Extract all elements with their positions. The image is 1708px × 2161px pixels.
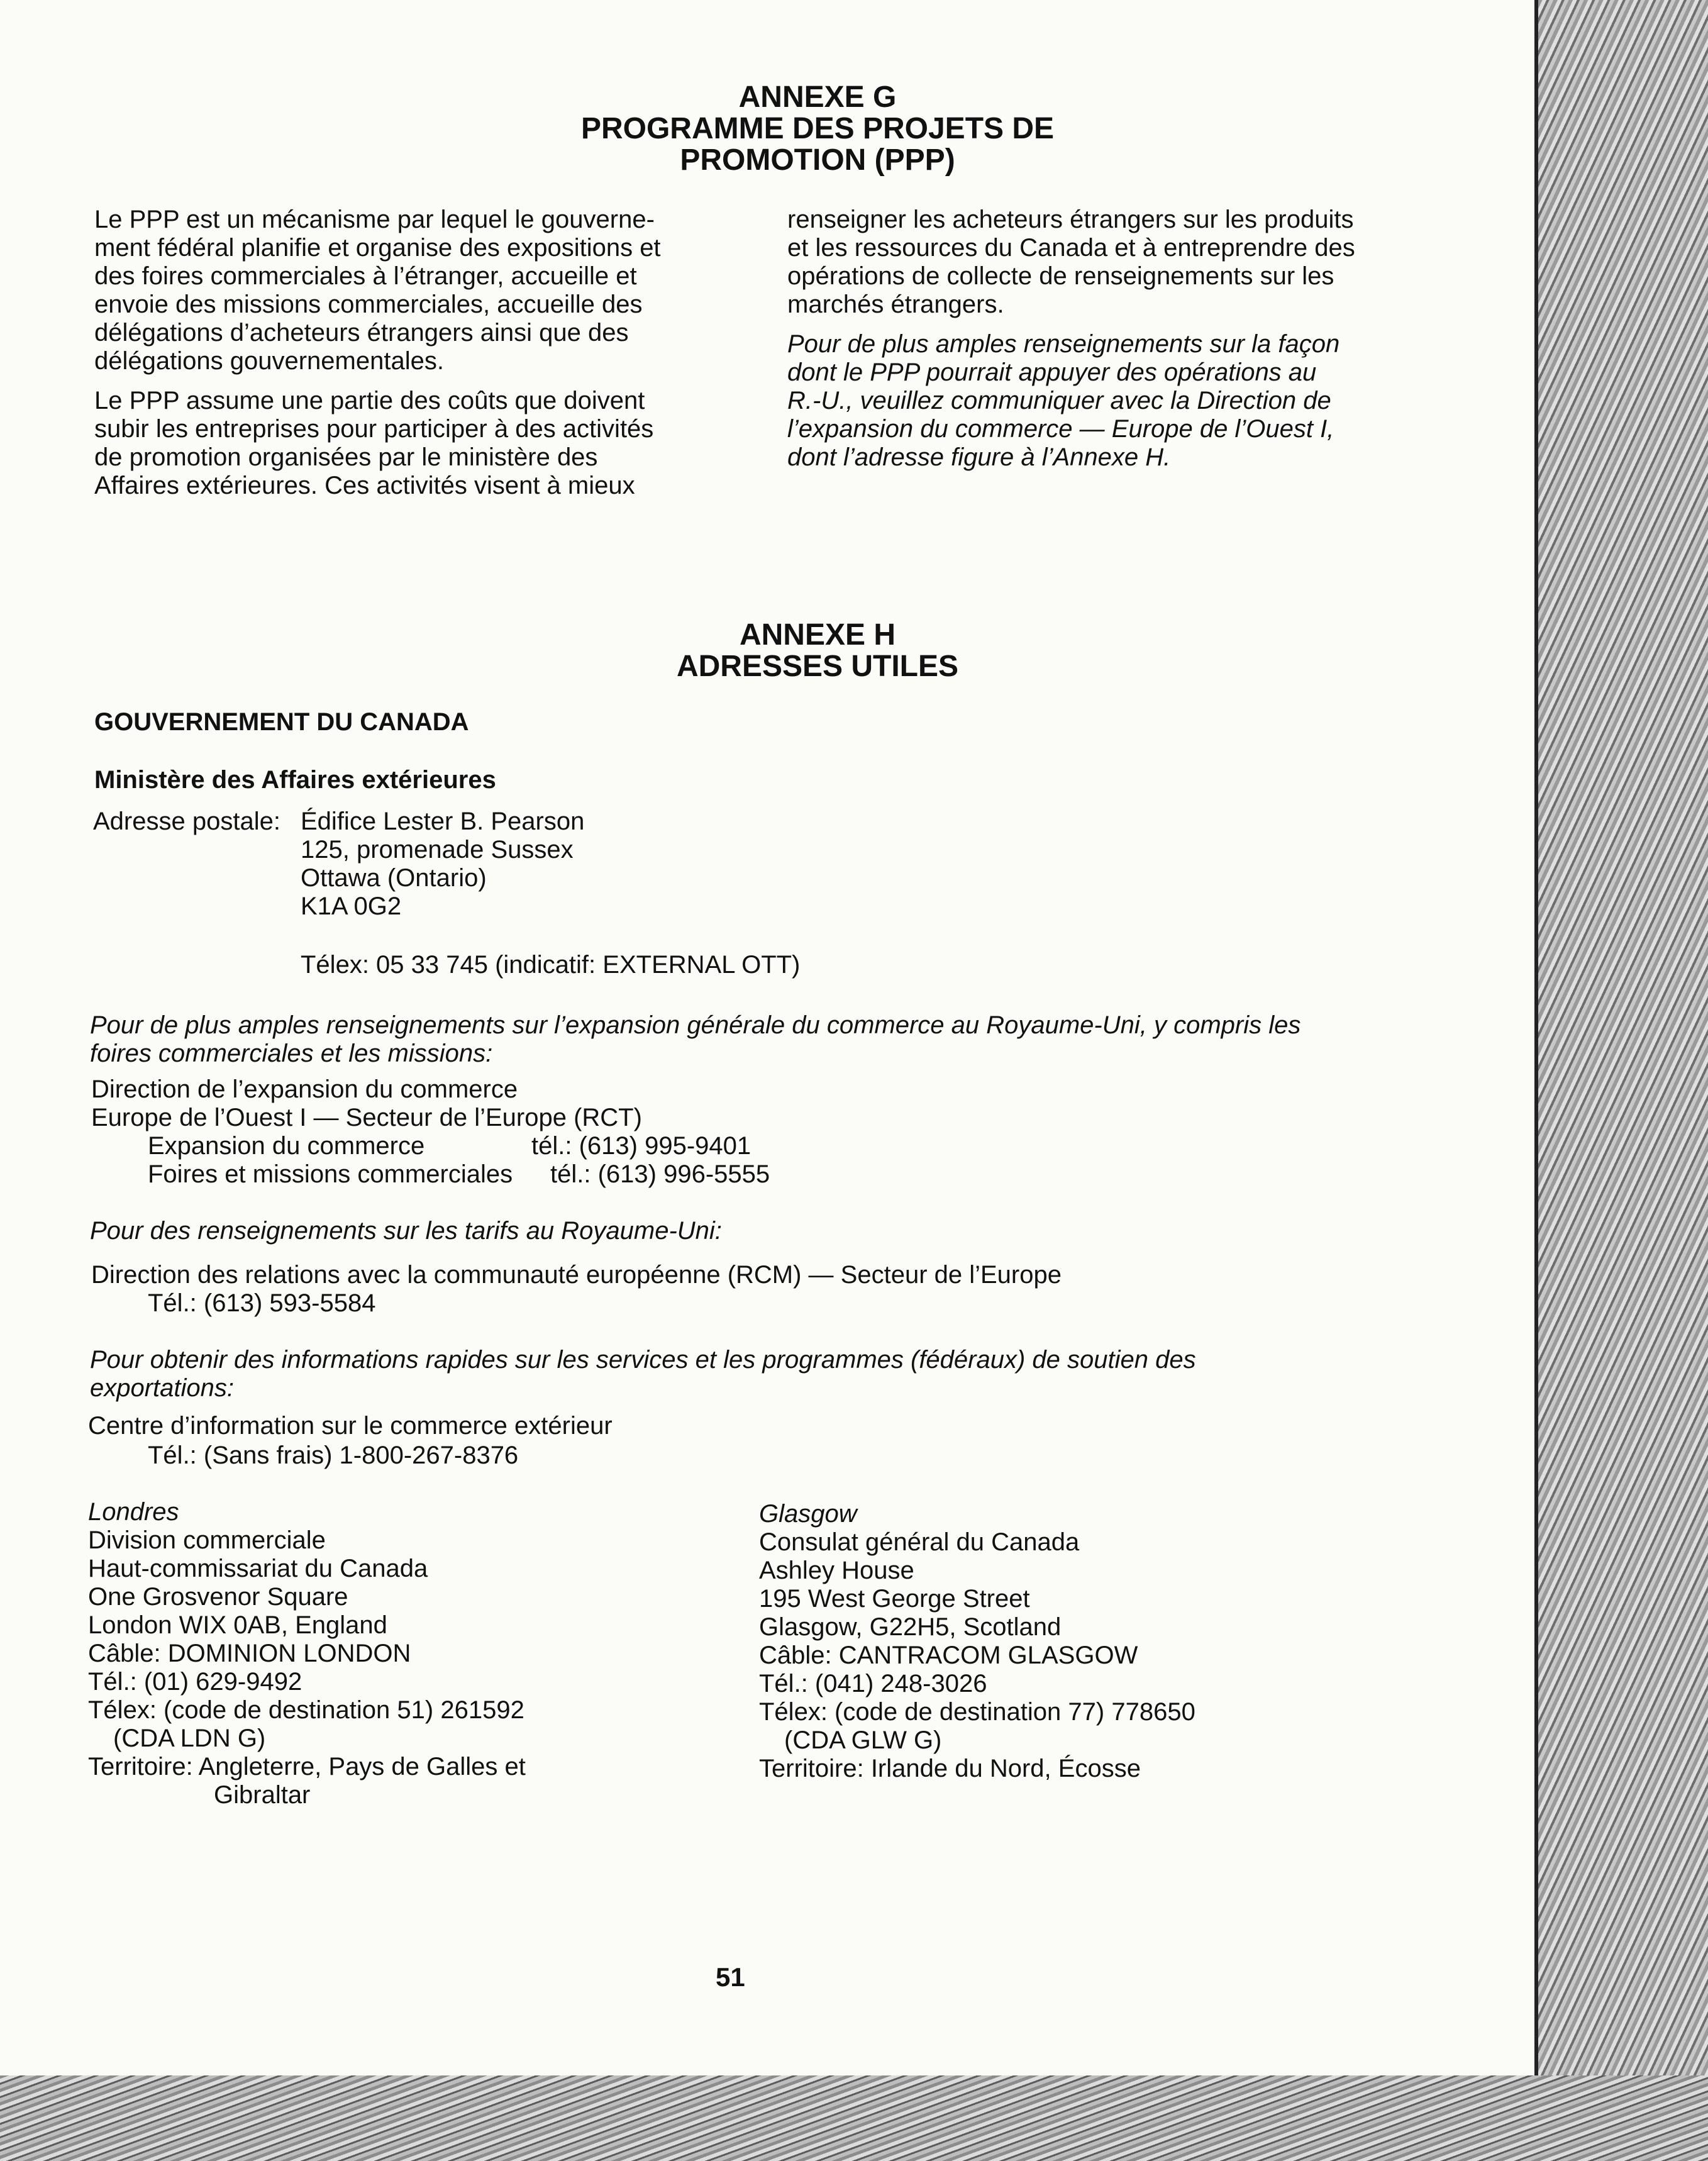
address-line: Câble: CANTRACOM GLASGOW — [759, 1642, 1138, 1669]
paragraph-line: R.-U., veuillez communiquer avec la Direction de — [787, 387, 1331, 414]
paragraph-line: dont l’adresse figure à l’Annexe H. — [787, 443, 1171, 471]
address-line: Télex: (code de destination 51) 261592 — [88, 1696, 524, 1724]
rcm-line: Direction des relations avec la communauté européenne (RCM) — Secteur de l’Europe — [91, 1261, 1062, 1289]
london-address — [88, 1498, 526, 1809]
paragraph-line: de promotion organisées par le ministère des — [94, 443, 598, 471]
page-number: 51 — [716, 1962, 745, 1992]
annexe-g-heading: ANNEXE G — [738, 81, 897, 114]
paragraph-line: opérations de collecte de renseignements sur les — [787, 262, 1334, 290]
address-line: Territoire: Irlande du Nord, Écosse — [759, 1755, 1141, 1782]
info-rapides — [90, 1346, 1196, 1403]
ministry-heading: Ministère des Affaires extérieures — [94, 766, 496, 794]
address-line: Télex: (code de destination 77) 778650 — [759, 1698, 1195, 1726]
paragraph-line: Le PPP assume une partie des coûts que doivent — [94, 387, 645, 414]
address-line: London WIX 0AB, England — [88, 1611, 387, 1639]
address-line: Division commerciale — [88, 1526, 326, 1554]
foires-tel: tél.: (613) 996-5555 — [550, 1160, 770, 1188]
address-line: One Grosvenor Square — [88, 1583, 348, 1611]
telex-line: Télex: 05 33 745 (indicatif: EXTERNAL OTT) — [301, 951, 801, 979]
paragraph-line: Pour de plus amples renseignements sur l’expansion générale du commerce au Royaume-Uni, y compris les — [90, 1011, 1301, 1039]
annexe-h-title: ADRESSES UTILES — [676, 650, 959, 683]
expansion-label: Expansion du commerce — [148, 1132, 425, 1160]
address-line: 125, promenade Sussex — [301, 836, 574, 864]
annexe-g-title-line2: PROMOTION (PPP) — [680, 143, 955, 177]
address-line: Ashley House — [759, 1557, 914, 1584]
paragraph-line: Le PPP est un mécanisme par lequel le gouverne- — [94, 206, 655, 233]
paragraph-line: exportations: — [90, 1374, 235, 1402]
address-line: Glasgow, G22H5, Scotland — [759, 1613, 1062, 1641]
paragraph-line: dont le PPP pourrait appuyer des opérations au — [787, 358, 1317, 386]
direction-line: Europe de l’Ouest I — Secteur de l’Europe (RCT) — [91, 1104, 642, 1131]
address-line: (CDA LDN G) — [113, 1725, 266, 1752]
rcm-tel: Tél.: (613) 593-5584 — [148, 1289, 376, 1317]
address-line: (CDA GLW G) — [784, 1726, 942, 1754]
annexe-g-left-column — [94, 206, 661, 500]
paragraph-line: et les ressources du Canada et à entreprendre des — [787, 234, 1355, 262]
address-line: Tél.: (01) 629-9492 — [88, 1668, 302, 1696]
paragraph-line: Affaires extérieures. Ces activités visent à mieux — [94, 472, 635, 499]
info-tarifs: Pour des renseignements sur les tarifs au Royaume-Uni: — [90, 1217, 722, 1245]
centre-tel: Tél.: (Sans frais) 1-800-267-8376 — [148, 1442, 519, 1469]
address-line: K1A 0G2 — [301, 892, 402, 920]
paragraph-line: des foires commerciales à l’étranger, accueille et — [94, 262, 637, 290]
paragraph-line: ment fédéral planifie et organise des expositions et — [94, 234, 661, 262]
paragraph-line: subir les entreprises pour participer à des activités — [94, 415, 654, 443]
direction-line: Direction de l’expansion du commerce — [91, 1075, 518, 1103]
glasgow-address — [759, 1500, 1195, 1783]
foires-label: Foires et missions commerciales — [148, 1160, 513, 1188]
address-line: 195 West George Street — [759, 1585, 1030, 1613]
scan-edge-right — [1538, 0, 1708, 2161]
paragraph-line: Pour de plus amples renseignements sur la façon — [787, 330, 1340, 358]
paragraph-line: renseigner les acheteurs étrangers sur les produits — [787, 206, 1354, 233]
paragraph-line: l’expansion du commerce — Europe de l’Ouest I, — [787, 415, 1334, 443]
paragraph-line: délégations gouvernementales. — [94, 347, 444, 375]
expansion-tel: tél.: (613) 995-9401 — [531, 1132, 751, 1160]
info-expansion — [90, 1011, 1300, 1068]
paragraph-line: foires commerciales et les missions: — [90, 1040, 493, 1067]
postal-label: Adresse postale: — [93, 808, 280, 835]
scan-edge-bottom — [0, 2075, 1708, 2161]
address-line: Consulat général du Canada — [759, 1528, 1080, 1556]
address-line: Ottawa (Ontario) — [301, 864, 487, 892]
paragraph-line: marchés étrangers. — [787, 291, 1004, 318]
annexe-g-right-column — [787, 206, 1355, 472]
centre-line: Centre d’information sur le commerce extérieur — [88, 1412, 613, 1440]
annexe-g-title-line1: PROGRAMME DES PROJETS DE — [580, 112, 1055, 145]
address-line: Tél.: (041) 248-3026 — [759, 1670, 987, 1697]
gov-heading: GOUVERNEMENT DU CANADA — [94, 708, 469, 736]
address-line: Câble: DOMINION LONDON — [88, 1640, 411, 1667]
address-line: Territoire: Angleterre, Pays de Galles et — [88, 1753, 526, 1780]
address-line: Haut-commissariat du Canada — [88, 1555, 428, 1582]
paragraph-line: envoie des missions commerciales, accueille des — [94, 291, 643, 318]
address-line: Édifice Lester B. Pearson — [301, 808, 585, 835]
postal-address — [301, 808, 584, 921]
paragraph-line: délégations d’acheteurs étrangers ainsi que des — [94, 319, 629, 347]
city-name: Glasgow — [759, 1500, 857, 1528]
annexe-h-heading: ANNEXE H — [739, 618, 896, 652]
address-line: Gibraltar — [214, 1781, 311, 1809]
city-name: Londres — [88, 1498, 179, 1526]
paragraph-line: Pour obtenir des informations rapides sur les services et les programmes (fédéraux) de soutien des — [90, 1346, 1196, 1374]
direction-expansion — [91, 1075, 642, 1132]
